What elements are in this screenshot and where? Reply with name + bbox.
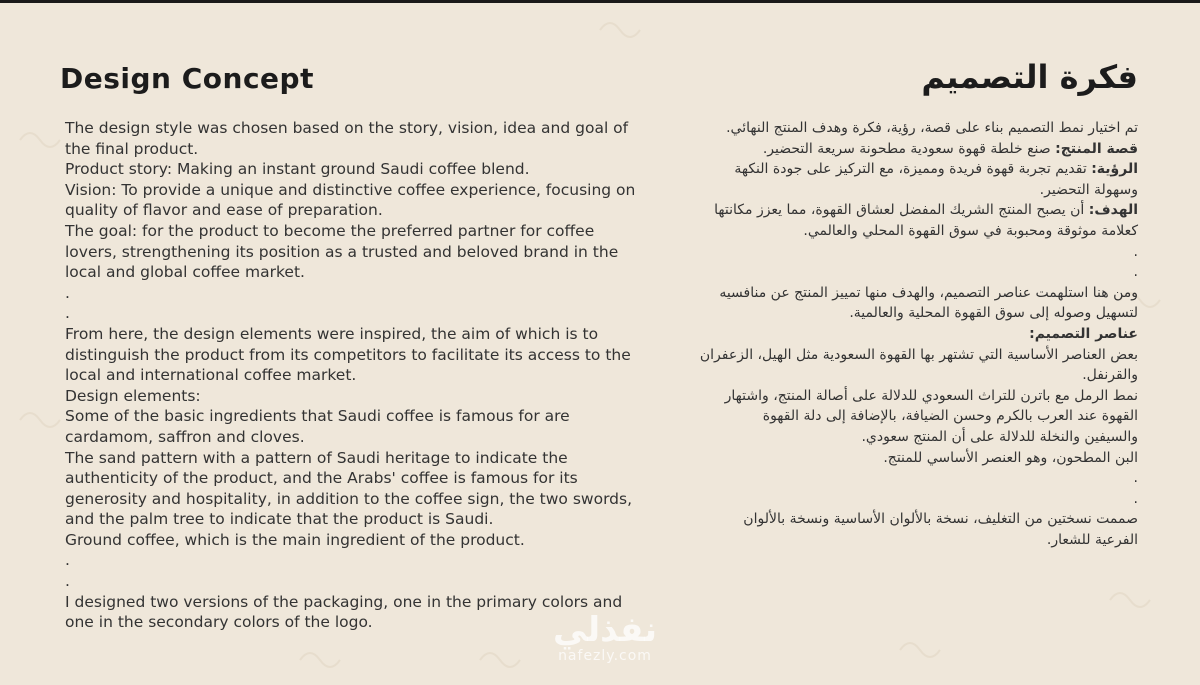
english-line: The goal: for the product to become the preferred partner for coffee [65, 221, 595, 240]
english-line: local and global coffee market. [65, 263, 305, 282]
arabic-line: نمط الرمل مع باترن للتراث السعودي للدلالة على أصالة المنتج، واشتهار [724, 387, 1138, 404]
english-line: Design elements: [65, 386, 201, 405]
arabic-line: صممت نسختين من التغليف، نسخة بالألوان الأساسية ونسخة بالألوان [743, 511, 1138, 528]
arabic-line: ومن هنا استلهمت عناصر التصميم، والهدف منها تمييز المنتج عن منافسيه [719, 284, 1138, 301]
english-line: cardamom, saffron and cloves. [65, 427, 305, 446]
arabic-line: . [1133, 243, 1138, 260]
vision-text: تقديم تجربة قهوة فريدة ومميزة، مع التركيز على جودة النكهة [734, 161, 1092, 178]
arabic-line: والسيفين والنخلة للدلالة على أن المنتج سعودي. [861, 428, 1138, 445]
english-line: and the palm tree to indicate that the product is Saudi. [65, 510, 494, 529]
top-border [0, 0, 1200, 3]
arabic-line [668, 139, 1138, 160]
english-line: one in the secondary colors of the logo. [65, 613, 373, 632]
goal-label: الهدف: [1088, 202, 1138, 219]
english-line: local and international coffee market. [65, 366, 357, 385]
arabic-line: البن المطحون، وهو العنصر الأساسي للمنتج. [883, 449, 1138, 466]
english-line: . [65, 572, 70, 591]
english-line: The sand pattern with a pattern of Saudi heritage to indicate the [65, 448, 568, 467]
english-line: Vision: To provide a unique and distinctive coffee experience, focusing on [65, 180, 636, 199]
arabic-line [668, 200, 1138, 221]
arabic-line: بعض العناصر الأساسية التي تشتهر بها القهوة السعودية مثل الهيل، الزعفران [699, 346, 1138, 363]
watermark-logo [530, 612, 680, 664]
english-line: Some of the basic ingredients that Saudi coffee is famous for are [65, 407, 570, 426]
arabic-line: لتسهيل وصوله إلى سوق القهوة المحلية والعالمية. [849, 305, 1138, 322]
goal-text: أن يصبح المنتج الشريك المفضل لعشاق القهوة، مما يعزز مكانتها [714, 202, 1089, 219]
english-line: the final product. [65, 139, 199, 158]
english-line: I designed two versions of the packaging, one in the primary colors and [65, 592, 623, 611]
arabic-line [668, 159, 1138, 180]
english-line: distinguish the product from its competitors to facilitate its access to the [65, 345, 631, 364]
title-english: Design Concept [60, 62, 314, 95]
arabic-line: والقرنفل. [1082, 367, 1138, 384]
arabic-line: . [1133, 470, 1138, 487]
english-line: . [65, 304, 70, 323]
arabic-line: وسهولة التحضير. [1039, 181, 1138, 198]
arabic-line: كعلامة موثوقة ومحبوبة في سوق القهوة المحلي والعالمي. [803, 222, 1138, 239]
elements-label: عناصر التصميم: [1029, 325, 1138, 342]
arabic-line: القهوة عند العرب بالكرم وحسن الضيافة، بالإضافة إلى دلة القهوة [762, 408, 1138, 425]
english-line: . [65, 551, 70, 570]
english-body [65, 118, 640, 633]
english-line: lovers, strengthening its position as a trusted and beloved brand in the [65, 242, 619, 261]
arabic-line: الفرعية للشعار. [1046, 531, 1138, 548]
english-line: quality of flavor and ease of preparation. [65, 201, 383, 220]
english-line: generosity and hospitality, in addition to the coffee sign, the two swords, [65, 489, 633, 508]
english-line: Product story: Making an instant ground Saudi coffee blend. [65, 160, 530, 179]
story-text: صنع خلطة قهوة سعودية مطحونة سريعة التحضير. [762, 140, 1056, 157]
arabic-line: . [1133, 264, 1138, 281]
title-arabic: فكرة التصميم [921, 58, 1138, 96]
english-line: authenticity of the product, and the Arabs' coffee is famous for its [65, 469, 578, 488]
vision-label: الرؤية: [1091, 161, 1138, 178]
arabic-body [668, 118, 1138, 550]
english-line: From here, the design elements were inspired, the aim of which is to [65, 324, 599, 343]
english-line: The design style was chosen based on the story, vision, idea and goal of [65, 119, 629, 137]
arabic-line: . [1133, 490, 1138, 507]
english-line: . [65, 283, 70, 302]
english-line: Ground coffee, which is the main ingredient of the product. [65, 530, 525, 549]
story-label: قصة المنتج: [1055, 140, 1138, 157]
arabic-line: تم اختيار نمط التصميم بناء على قصة، رؤية، فكرة وهدف المنتج النهائي. [726, 120, 1138, 136]
watermark-arabic: نفذلي [552, 610, 658, 650]
watermark-domain: nafezly.com [558, 648, 652, 664]
